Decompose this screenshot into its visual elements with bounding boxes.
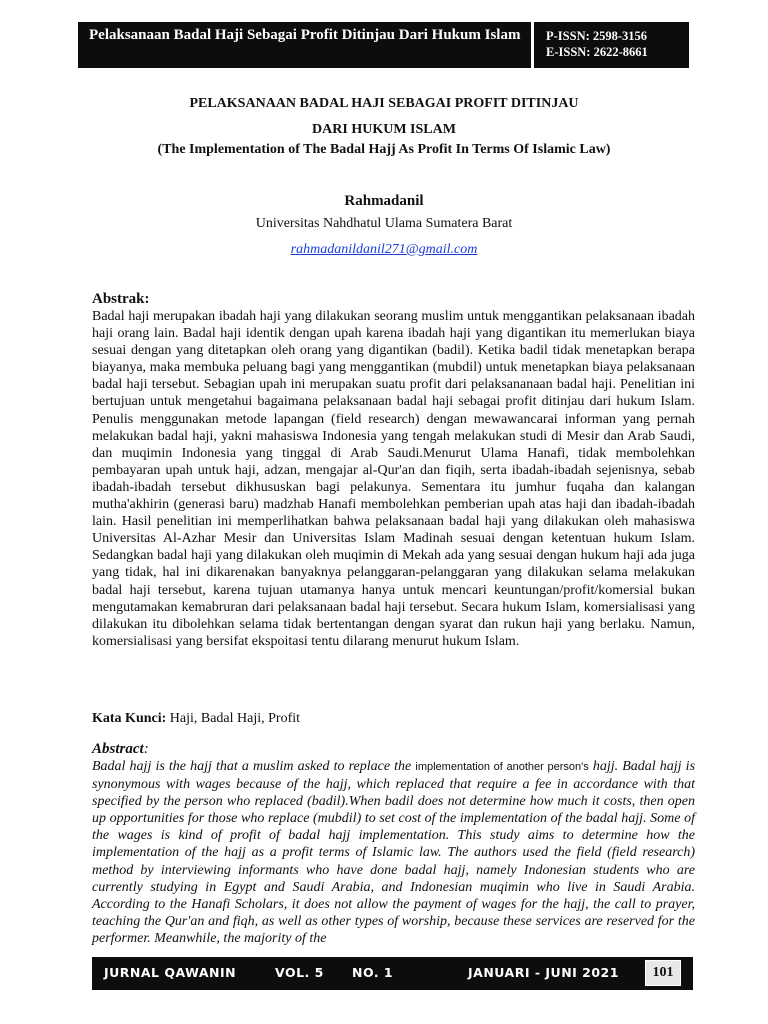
footer-journal-name: JURNAL QAWANIN xyxy=(104,965,237,980)
author-name: Rahmadanil xyxy=(344,193,424,209)
issn-block xyxy=(534,22,689,68)
footer-number: NO. 1 xyxy=(352,965,394,980)
footer-volume: VOL. 5 xyxy=(275,965,324,980)
abstract-text-after: hajj. Badal hajj is synonymous with wages because of the hajj, which replaced that require a fee in accordance with that specified by the person who replaced (badil).When badil does not determine how much it costs, then open up opportunities for those who replace (mubdil) to set cost of the implementation of the badal hajj. Some of the wages is kind of profit of badal hajj implementation. This study aims to determine how the implementation of the hajj as a profit terms of Islamic law. The authors used the field (field research) method by interviewing informants who have done badal hajj, namely Indonesian students who are currently studying in Egypt and Saudi Arabia, and Indonesian muqimin who live in Saudi Arabia. According to the Hanafi Scholars, it does not allow the payment of wages for the hajj, the call to prayer, teaching the Qur'an and fiqh, as well as other types of worship, because these services are reserved for the performer. Meanwhile, the majority of the xyxy=(92,759,696,946)
running-title: Pelaksanaan Badal Haji Sebagai Profit Ditinjau Dari Hukum Islam xyxy=(78,22,534,68)
keywords-label: Kata Kunci: xyxy=(92,711,167,726)
article-title xyxy=(0,91,768,143)
p-issn: P-ISSN: 2598-3156 xyxy=(546,29,648,43)
abstract-text-before: Badal hajj is the hajj that a muslim asked to replace the xyxy=(92,759,412,774)
abstract-heading-label: Abstract xyxy=(92,741,144,757)
e-issn: E-ISSN: 2622-8661 xyxy=(546,45,648,59)
abstract-text-insert: implementation of another person's xyxy=(415,761,589,773)
journal-footer xyxy=(92,957,693,990)
title-line-1: PELAKSANAAN BADAL HAJI SEBAGAI PROFIT DITINJAU xyxy=(189,96,579,111)
keywords xyxy=(92,711,300,727)
author-email xyxy=(0,242,768,258)
email-link[interactable]: rahmadanildanil271@gmail.com xyxy=(290,242,478,257)
journal-header xyxy=(78,22,689,68)
keywords-text: Haji, Badal Haji, Profit xyxy=(169,711,301,726)
author-affiliation: Universitas Nahdhatul Ulama Sumatera Barat xyxy=(255,216,513,231)
footer-period: JANUARI - JUNI 2021 xyxy=(468,965,619,980)
page-number: 101 xyxy=(645,960,681,986)
title-line-2: DARI HUKUM ISLAM xyxy=(312,122,456,137)
abstrak-heading: Abstrak: xyxy=(92,291,150,307)
abstract-heading xyxy=(92,741,149,758)
abstrak-text: Badal haji merupakan ibadah haji yang dilakukan seorang muslim untuk menggantikan pelaksanaan ibadah haji orang lain. Badal haji identik dengan upah karena ibadah haji yang digantikan itu memerlukan biaya sesuai dengan yang ditetapkan oleh orang yang digantikan (badil). Ketika badil tidak menetapkan berapa biayanya, maka membuka peluang bagi yang menggantikan (mubdil) untuk menetapkan biaya pelaksanaan badal haji tersebut. Sebagian upah ini merupakan suatu profit dari pelaksananaan badal haji. Penelitian ini bertujuan untuk mengetahui bagaimana pelaksanaan badal haji sebagai profit ditinjau dari hukum Islam. Penulis menggunakan metode lapangan (field research) dengan mewawancarai informan yang pernah melakukan badal haji, yakni mahasiswa Indonesia yang tengah melakukan studi di Mesir dan Arab Saudi, dan muqimin Indonesia yang tinggal di Arab Saudi.Menurut Ulama Hanafi, tidak membolehkan pembayaran upah untuk haji, adzan, mengajar al-Qur'an dan fiqih, serta ibadah-ibadah sejenisnya, sebab ibadah-ibadah tersebut dikhususkan bagi pelakunya. Sementara itu jumhur fuqaha dan kalangan mutha'akhirin (generasi baru) madzhab Hanafi membolehkan pemberian upah atas haji dan ibadah-ibadah lain. Hasil penelitian ini memperlihatkan bahwa pelaksanaan badal haji yang dilakukan oleh mahasiswa Universitas Al-Azhar Mesir dan Universitas Islam Madinah sesuai dengan ketentuan hukum Islam. Sedangkan badal haji yang dilakukan oleh muqimin di Mekah ada yang sesuai dengan hukum haji ada juga yang tidak, hal ini dikarenakan banyaknya pelanggaran-pelanggaran yang dilakukan selama melakukan badal haji tersebut, karena tujuan utamanya hanya untuk mencari keuntungan/profit/komersial bukan mengutamakan kemabruran dari pelaksanaan badal haji tersebut. Secara hukum Islam, komersialisasi yang dilakukan itu dibolehkan selama tidak bertentangan dengan syarat dan rukun haji yang berlaku. Namun, komersialisasi yang bersifat ekspoitasi tentu dilarang menurut hukum Islam. xyxy=(92,309,695,649)
abstract-heading-colon: : xyxy=(143,741,149,757)
abstract-text xyxy=(92,758,695,947)
article-subtitle: (The Implementation of The Badal Hajj As Profit In Terms Of Islamic Law) xyxy=(157,142,611,157)
